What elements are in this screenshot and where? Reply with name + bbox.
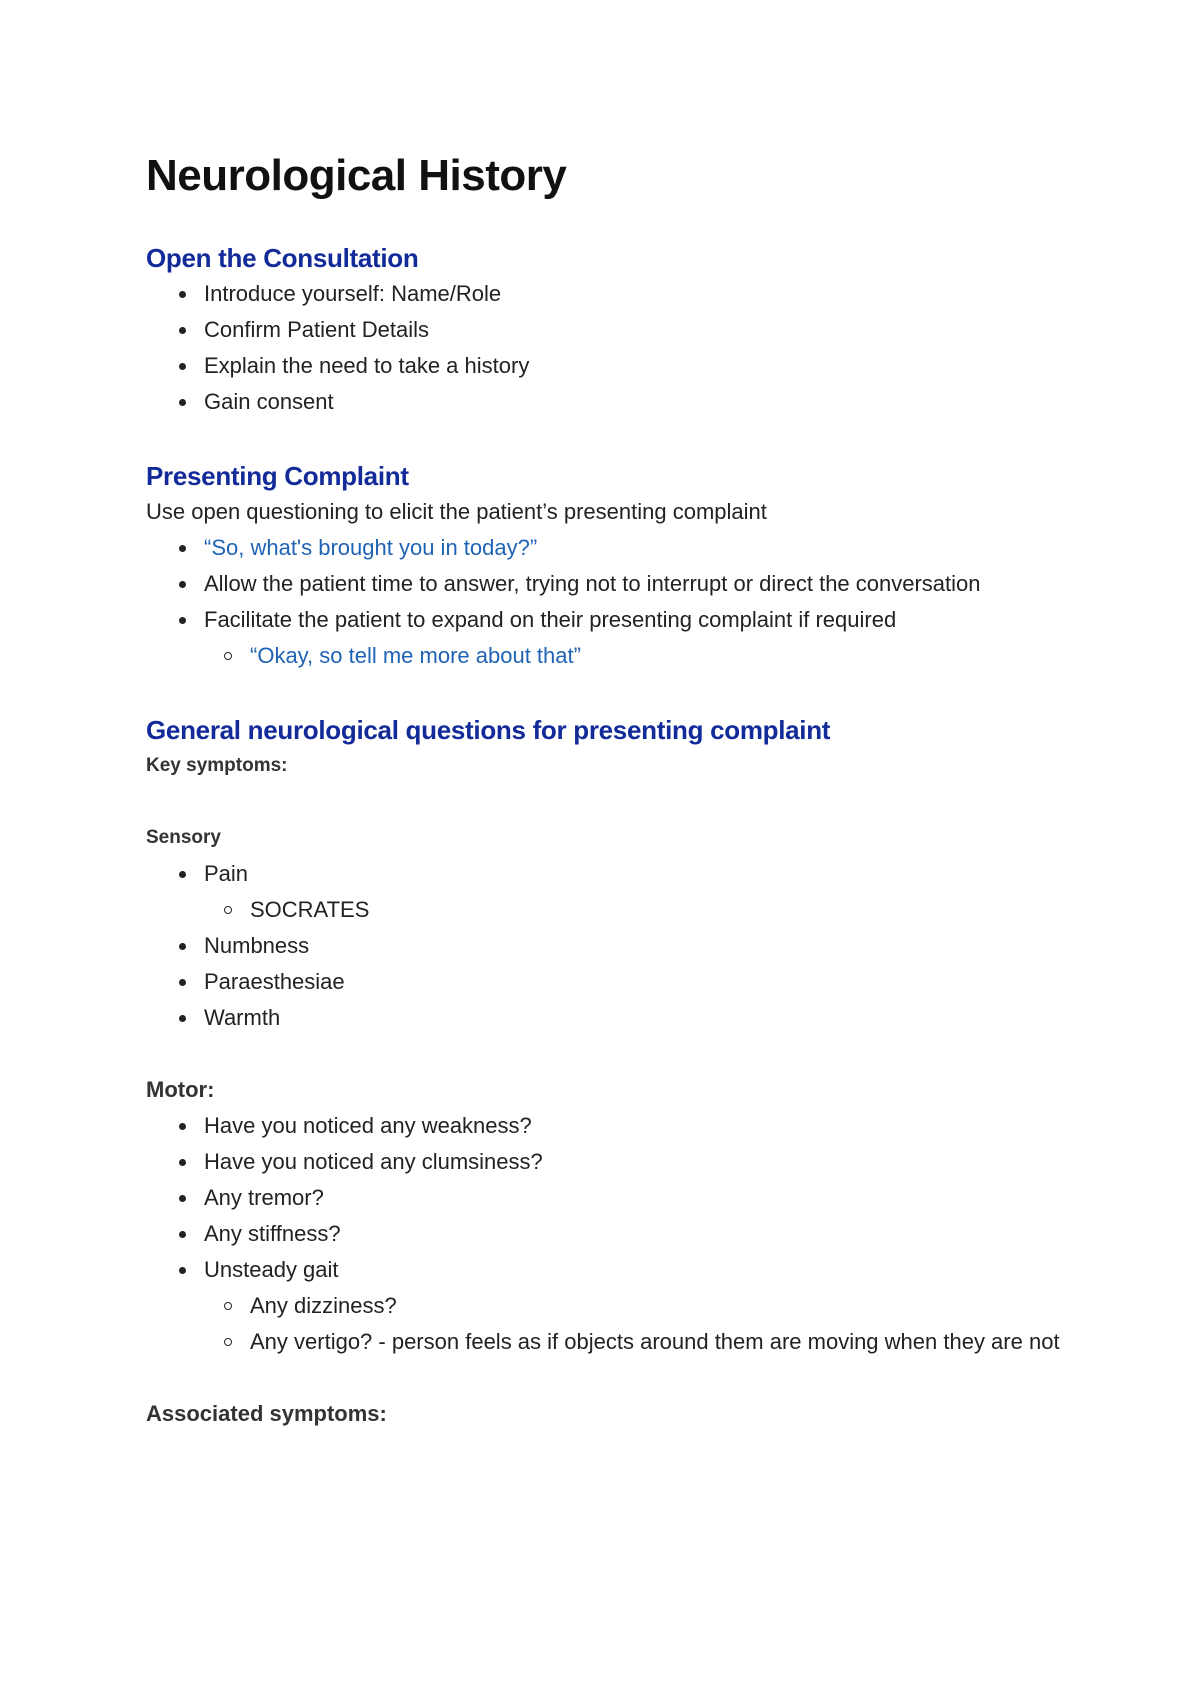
- presenting-complaint-list: [146, 530, 1080, 638]
- list-item: Explain the need to take a history: [146, 348, 1080, 384]
- gait-sublist: [146, 1288, 1080, 1360]
- key-symptoms-label: Key symptoms:: [146, 755, 288, 776]
- list-item: Introduce yourself: Name/Role: [146, 276, 1080, 312]
- section-heading-general-questions: General neurological questions for presenting complaint: [146, 715, 831, 745]
- section-heading-presenting-complaint: Presenting Complaint: [146, 461, 409, 491]
- motor-list: [146, 1108, 1080, 1288]
- list-item: Numbness: [146, 928, 1080, 964]
- list-item: Any stiffness?: [146, 1216, 1080, 1252]
- sub-list-item-quote: “Okay, so tell me more about that”: [146, 638, 1080, 674]
- list-item: Warmth: [146, 1000, 1080, 1036]
- list-item-quote: “So, what's brought you in today?”: [146, 530, 1080, 566]
- list-item: Allow the patient time to answer, trying not to interrupt or direct the conversation: [146, 566, 1080, 602]
- associated-symptoms-label: Associated symptoms:: [146, 1401, 387, 1426]
- list-item: Gain consent: [146, 384, 1080, 420]
- sub-list-item: SOCRATES: [146, 892, 1080, 928]
- sub-list-item: Any vertigo? - person feels as if objects around them are moving when they are not: [146, 1324, 1080, 1360]
- sensory-label: Sensory: [146, 827, 221, 848]
- motor-label: Motor:: [146, 1077, 215, 1102]
- open-consultation-section: [146, 240, 1080, 420]
- list-item: Have you noticed any clumsiness?: [146, 1144, 1080, 1180]
- list-item: Paraesthesiae: [146, 964, 1080, 1000]
- list-item: Any tremor?: [146, 1180, 1080, 1216]
- general-questions-section: [146, 712, 1080, 1432]
- presenting-intro: Use open questioning to elicit the patient’s presenting complaint: [146, 499, 767, 524]
- sub-list-item: Any dizziness?: [146, 1288, 1080, 1324]
- sensory-list-continued: [146, 928, 1080, 1036]
- list-item: Confirm Patient Details: [146, 312, 1080, 348]
- presenting-complaint-section: [146, 458, 1080, 674]
- list-item: Facilitate the patient to expand on their presenting complaint if required: [146, 602, 1080, 638]
- sensory-list: [146, 856, 1080, 892]
- presenting-complaint-sublist: [146, 638, 1080, 674]
- list-item: Pain: [146, 856, 1080, 892]
- pain-sublist: [146, 892, 1080, 928]
- page-title: Neurological History: [146, 151, 567, 200]
- open-consultation-list: [146, 276, 1080, 420]
- list-item: Unsteady gait: [146, 1252, 1080, 1288]
- section-heading-open-consultation: Open the Consultation: [146, 243, 419, 273]
- list-item: Have you noticed any weakness?: [146, 1108, 1080, 1144]
